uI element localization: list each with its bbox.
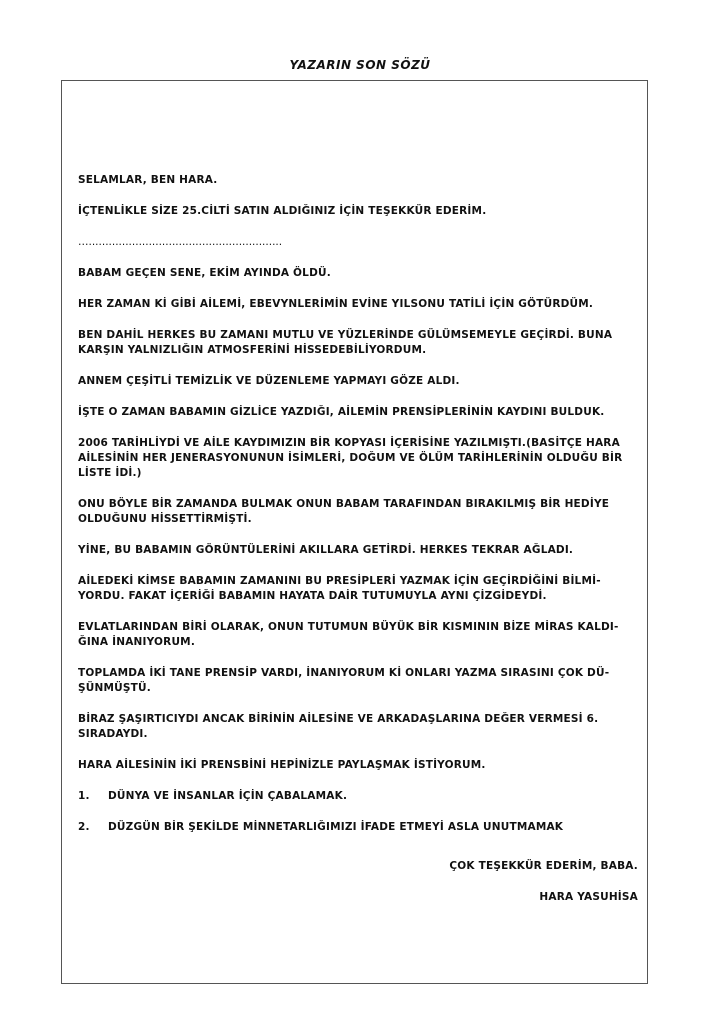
principle-text: DÜNYA VE İNSANLAR İÇİN ÇABALAMAK.	[108, 790, 348, 802]
principle-number: 1.	[78, 790, 90, 802]
letter-body	[78, 173, 638, 921]
paragraph: EVLATLARINDAN BİRİ OLARAK, ONUN TUTUMUN BÜYÜK BİR KISMININ BİZE MİRAS KALDI-ĞINA İNANIYORUM.	[78, 621, 619, 648]
paragraph: YİNE, BU BABAMIN GÖRÜNTÜLERİNİ AKILLARA GETİRDİ. HERKES TEKRAR AĞLADI.	[78, 544, 574, 556]
paragraph: HARA AİLESİNİN İKİ PRENSBİNİ HEPİNİZLE PAYLAŞMAK İSTİYORUM.	[78, 759, 486, 771]
principle-number: 2.	[78, 821, 90, 833]
paragraph: BEN DAHİL HERKES BU ZAMANI MUTLU VE YÜZLERİNDE GÜLÜMSEMEYLE GEÇİRDİ. BUNA KARŞIN YALNIZLIĞIN ATMOSFERİNİ HİSSEDEBİLİYORDUM.	[78, 329, 613, 356]
principle-item	[78, 789, 638, 804]
paragraph: TOPLAMDA İKİ TANE PRENSİP VARDI, İNANIYORUM Kİ ONLARI YAZMA SIRASINI ÇOK DÜ-ŞÜNMÜŞTÜ.	[78, 667, 610, 694]
signature: HARA YASUHİSA	[539, 891, 638, 903]
paragraph: İŞTE O ZAMAN BABAMIN GİZLİCE YAZDIĞI, AİLEMİN PRENSİPLERİNİN KAYDINI BULDUK.	[78, 406, 605, 418]
paragraph: ANNEM ÇEŞİTLİ TEMİZLİK VE DÜZENLEME YAPMAYI GÖZE ALDI.	[78, 375, 460, 387]
paragraph: BABAM GEÇEN SENE, EKİM AYINDA ÖLDÜ.	[78, 267, 331, 279]
principle-text: DÜZGÜN BİR ŞEKİLDE MİNNETARLIĞIMIZI İFADE ETMEYİ ASLA UNUTMAMAK	[108, 821, 564, 833]
closing-line: ÇOK TEŞEKKÜR EDERİM, BABA.	[449, 860, 638, 872]
paragraph: 2006 TARİHLİYDİ VE AİLE KAYDIMIZIN BİR KOPYASI İÇERİSİNE YAZILMIŞTI.(BASİTÇE HARA AİLESİNİN HER JENERASYONUNUN İSİMLERİ, DOĞUM VE ÖLÜM TARİHLERİNİN OLDUĞU BİR LİSTE İDİ.)	[78, 437, 623, 479]
principle-item	[78, 820, 638, 835]
greeting: SELAMLAR, BEN HARA.	[78, 174, 218, 186]
paragraph: HER ZAMAN Kİ GİBİ AİLEMİ, EBEVYNLERİMİN EVİNE YILSONU TATİLİ İÇİN GÖTÜRDÜM.	[78, 298, 594, 310]
dotted-separator: …..........................................................	[78, 236, 283, 248]
paragraph: AİLEDEKİ KİMSE BABAMIN ZAMANINI BU PRESİPLERİ YAZMAK İÇİN GEÇİRDİĞİNİ BİLMİ-YORDU. FAKAT İÇERİĞİ BABAMIN HAYATA DAİR TUTUMUYLA AYNI ÇİZGİDEYDİ.	[78, 575, 601, 602]
paragraph: BİRAZ ŞAŞIRTICIYDI ANCAK BİRİNİN AİLESİNE VE ARKADAŞLARINA DEĞER VERMESİ 6. SIRADAYDI.	[78, 713, 599, 740]
paragraph-thanks: İÇTENLİKLE SİZE 25.CİLTİ SATIN ALDIĞINIZ İÇİN TEŞEKKÜR EDERİM.	[78, 205, 487, 217]
page-title: YAZARIN SON SÖZÜ	[289, 58, 431, 72]
paragraph: ONU BÖYLE BİR ZAMANDA BULMAK ONUN BABAM TARAFINDAN BIRAKILMIŞ BİR HEDİYE OLDUĞUNU HİSSETTİRMİŞTİ.	[78, 498, 610, 525]
